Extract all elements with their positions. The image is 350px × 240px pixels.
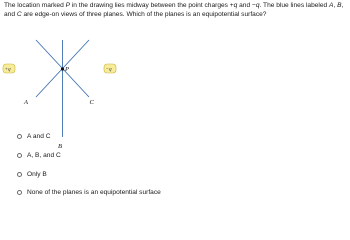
answer-options: [17, 132, 161, 207]
option-label: A and C: [27, 133, 51, 140]
option-label: None of the planes is an equipotential surface: [27, 189, 161, 197]
point-p-dot: [61, 67, 64, 70]
radio-button[interactable]: [17, 153, 22, 158]
charge-negative-label: −q: [105, 66, 112, 73]
plane-label-c: C: [89, 99, 94, 106]
option-a-and-c[interactable]: [17, 132, 161, 141]
option-label: Only B: [27, 170, 47, 178]
question-text: The location marked P in the drawing lies midway between the point charges +q and −q. The blue lines labeled A, B, and C are edge-on views of three planes. Which of the planes is an equipotential surface?: [4, 2, 344, 18]
option-label: A, B, and C: [27, 151, 61, 159]
radio-button[interactable]: [17, 134, 22, 139]
charge-positive-label: +q: [4, 66, 11, 73]
plane-label-b: B: [58, 143, 62, 150]
radio-button[interactable]: [17, 172, 22, 177]
point-p-label: P: [65, 66, 69, 73]
option-only-b[interactable]: [17, 170, 161, 179]
option-a-b-and-c[interactable]: [17, 151, 161, 160]
radio-button[interactable]: [17, 190, 22, 195]
plane-label-a: A: [24, 99, 28, 106]
option-none[interactable]: [17, 188, 161, 197]
